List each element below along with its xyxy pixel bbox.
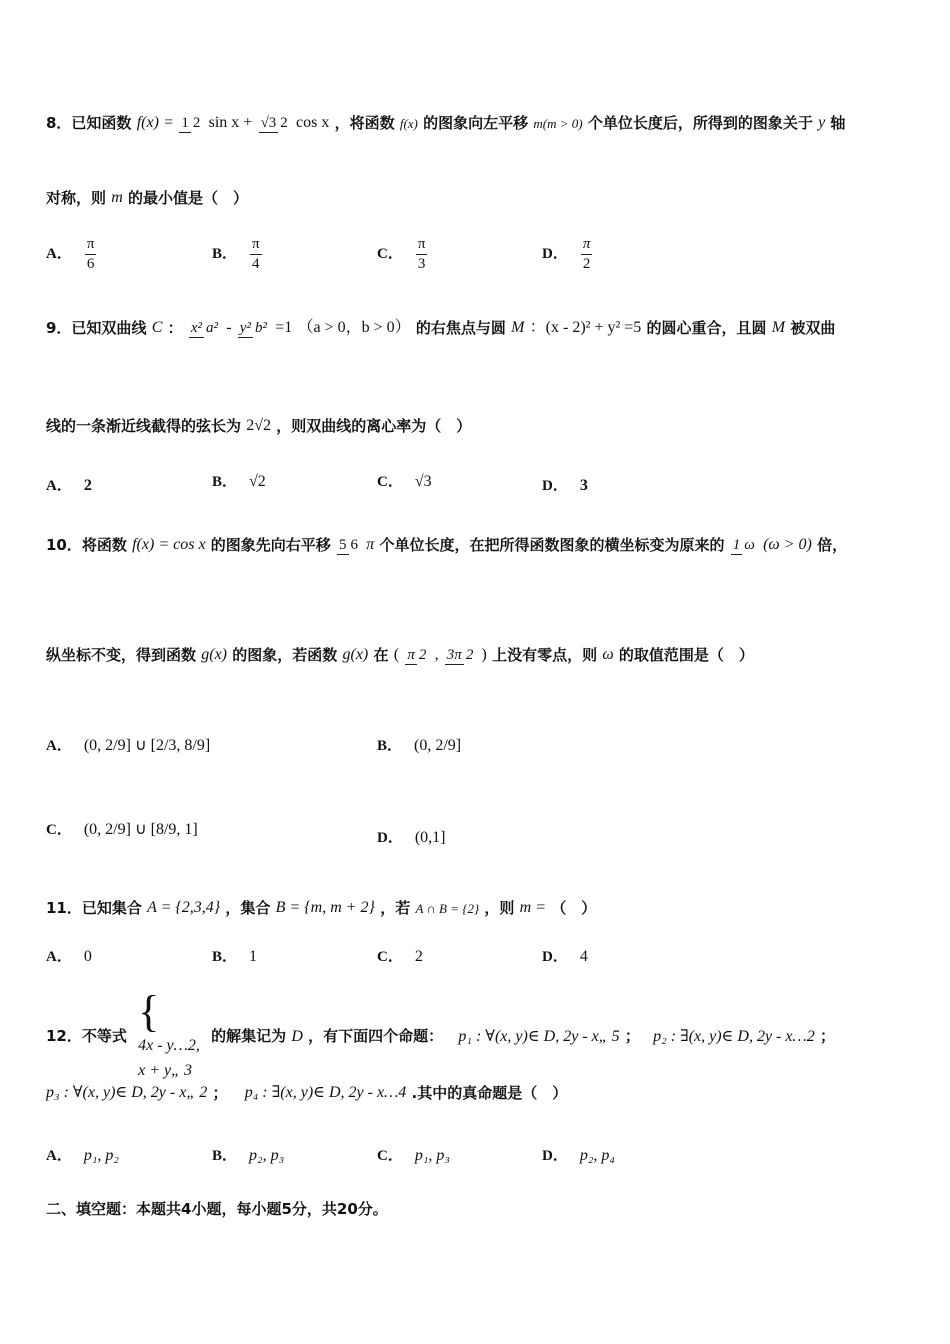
q11-option-b[interactable]: B． 1 [212, 948, 258, 965]
question-10-line-1: 10．将函数 f(x) = cos x 的图象先向右平移 5 6 π 个单位长度，在把所得函数图象的横坐标变为原来的 1 ω (ω > 0) 倍， [46, 535, 848, 554]
q12-option-c[interactable]: C． p₁, p₃ [377, 1147, 450, 1164]
question-12-line-1: 12．不等式 { 4x - y…2, x + y„ 3 的解集记为 D ，有下面四个命题： p₁ : ∀(x, y)∈ D, 2y - x„ 5 ； p₂ : ∃(x, y)∈ D, 2y - x…2 ； [46, 990, 835, 1084]
q12-option-d[interactable]: D． p₂, p₄ [542, 1147, 615, 1164]
q8-option-d[interactable]: D． $\frac{\pi}{2}$ [542, 236, 591, 272]
q10-option-a[interactable]: A． (0, 2/9] ∪ [2/3, 8/9] [46, 737, 211, 754]
question-9-line-2: 线的一条渐近线截得的弦长为 2√2 ，则双曲线的离心率为（ ） [46, 416, 472, 435]
question-10-line-2: 纵坐标不变，得到函数 g(x) 的图象，若函数 g(x) 在 ( π 2 , 3π 2 ) 上没有零点，则 ω 的取值范围是（ ） [46, 645, 754, 664]
fraction-x2-a2: x² a² [190, 320, 218, 336]
question-9-line-1: 9．已知双曲线 C ： x² a² - y² b² =1 （a > 0，b > 0） 的右焦点与圆 M ：(x - 2)² + y² =5 的圆心重合，且圆 M 被双曲 [46, 318, 836, 337]
q9-option-c[interactable]: C． √3 [377, 473, 432, 490]
fraction-3pi-2: 3π 2 [446, 647, 474, 663]
question-12-line-2: p₃ : ∀(x, y)∈ D, 2y - x„ 2 ； p₄ : ∃(x, y)∈ D, 2y - x…4 .其中的真命题是（ ） [46, 1083, 568, 1102]
q11-option-a[interactable]: A． 0 [46, 948, 92, 965]
question-11-line-1: 11．已知集合 A = {2,3,4} ，集合 B = {m, m + 2} ，若 A ∩ B = {2} ，则 m = （ ） [46, 898, 597, 917]
fraction-sqrt3-half: √3 2 [260, 115, 288, 131]
q10-option-c[interactable]: C． (0, 2/9] ∪ [8/9, 1] [46, 821, 198, 838]
section-2-heading: 二、填空题：本题共4小题，每小题5分，共20分。 [46, 1200, 388, 1218]
fraction-5-6: 5 6 [339, 537, 359, 553]
q9-option-a[interactable]: A． 2 [46, 477, 92, 494]
fraction-1-omega: 1 ω [732, 537, 755, 553]
q11-option-c[interactable]: C． 2 [377, 948, 423, 965]
q10-option-d[interactable]: D． (0,1] [377, 829, 446, 846]
left-brace-icon: { [138, 987, 160, 1036]
q10-option-b[interactable]: B． (0, 2/9] [377, 737, 462, 754]
question-8-line-2: 对称，则 m 的最小值是（ ） [46, 188, 249, 207]
fraction-y2-b2: y² b² [239, 320, 267, 336]
inequality-system: { 4x - y…2, x + y„ 3 [138, 987, 200, 1079]
q8-option-a[interactable]: A． $\frac{\pi}{6}$ [46, 236, 95, 272]
q8-option-c[interactable]: C． $\frac{\pi}{3}$ [377, 236, 426, 272]
q12-option-a[interactable]: A． p₁, p₂ [46, 1147, 119, 1164]
q8-option-b[interactable]: B． $\frac{\pi}{4}$ [212, 236, 260, 272]
q9-option-b[interactable]: B． √2 [212, 473, 266, 490]
fraction-half: 1 2 [181, 115, 201, 131]
question-8-line-1: 8．已知函数 f(x) = 1 2 sin x + √3 2 cos x ，将函数 f(x) 的图象向左平移 m(m > 0) 个单位长度后，所得到的图象关于 y 轴 [46, 113, 846, 132]
q12-option-b[interactable]: B． p₂, p₃ [212, 1147, 285, 1164]
q11-option-d[interactable]: D． 4 [542, 948, 588, 965]
q9-option-d[interactable]: D． 3 [542, 477, 588, 494]
fraction-pi-2: π 2 [407, 647, 427, 663]
